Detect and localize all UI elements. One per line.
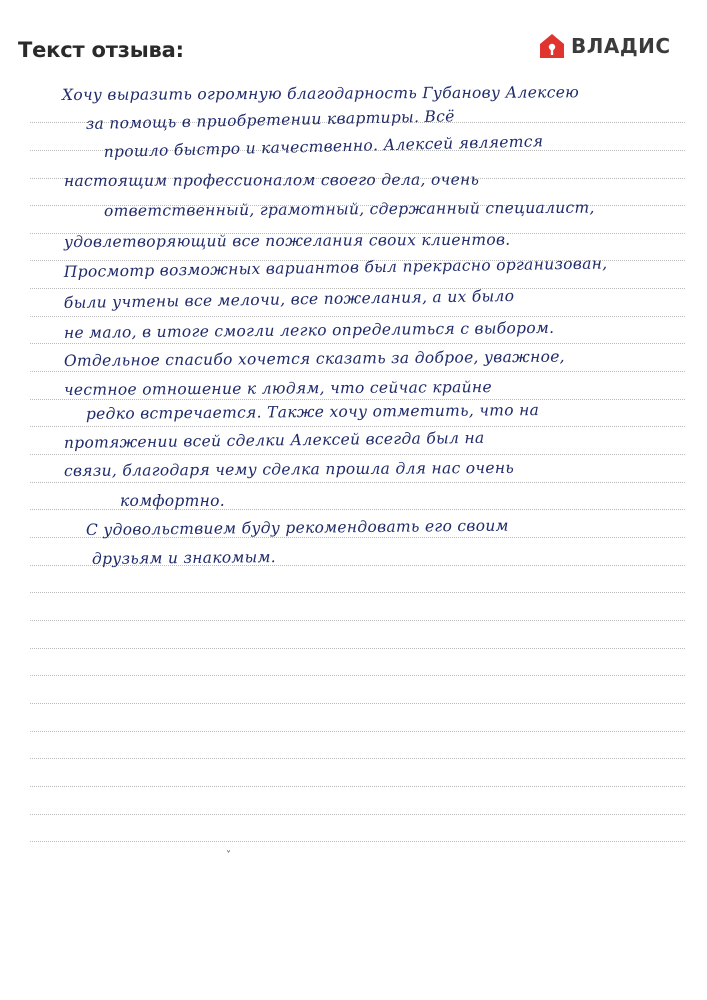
ruled-line — [30, 731, 685, 732]
page-title: Текст отзыва: — [18, 38, 184, 62]
ruled-line — [30, 454, 685, 455]
review-text-line: Отдельное спасибо хочется сказать за доброе, уважное, — [63, 347, 565, 370]
review-text-line: удовлетворяющий все пожелания своих клиентов. — [63, 230, 511, 251]
review-text-line: за помощь в приобретении квартиры. Всё — [85, 107, 455, 133]
review-text-line: не мало, в итоге смогли легко определиться с выбором. — [63, 318, 555, 342]
review-text-line: связи, благодаря чему сделка прошла для нас очень — [63, 458, 515, 480]
ruled-line — [30, 814, 685, 815]
ruled-line — [30, 592, 685, 593]
review-text-line: ответственный, грамотный, сдержанный специалист, — [103, 198, 595, 220]
review-text-line: протяжении всей сделки Алексей всегда был на — [63, 428, 485, 452]
ruled-line — [30, 703, 685, 704]
review-text-line: прошло быстро и качественно. Алексей является — [103, 132, 544, 161]
review-text-line: редко встречается. Также хочу отметить, что на — [85, 401, 540, 423]
ruled-line — [30, 482, 685, 483]
ruled-line — [30, 426, 685, 427]
ink-mark: ˅ — [226, 850, 231, 861]
review-text-line: друзьям и знакомым. — [91, 548, 277, 568]
review-text-line: Хочу выразить огромную благодарность Губанову Алексею — [61, 83, 580, 104]
ruled-line — [30, 371, 685, 372]
review-text-line: Просмотр возможных вариантов был прекрасно организован, — [63, 254, 608, 281]
ruled-line — [30, 648, 685, 649]
review-text-line: комфортно. — [120, 492, 225, 510]
review-text-line: С удовольствием буду рекомендовать его своим — [85, 516, 509, 539]
ruled-line — [30, 620, 685, 621]
ruled-line — [30, 675, 685, 676]
ruled-line — [30, 399, 685, 400]
review-text-line: настоящим профессионалом своего дела, очень — [63, 170, 480, 190]
ruled-line — [30, 841, 685, 842]
ruled-line — [30, 786, 685, 787]
review-text-line: честное отношение к людям, что сейчас крайне — [63, 378, 492, 399]
ruled-line — [30, 316, 685, 317]
review-text-line: были учтены все мелочи, все пожелания, а их было — [63, 286, 515, 312]
brand-name: ВЛАДИС — [571, 34, 671, 58]
ruled-line — [30, 343, 685, 344]
ruled-line — [30, 758, 685, 759]
